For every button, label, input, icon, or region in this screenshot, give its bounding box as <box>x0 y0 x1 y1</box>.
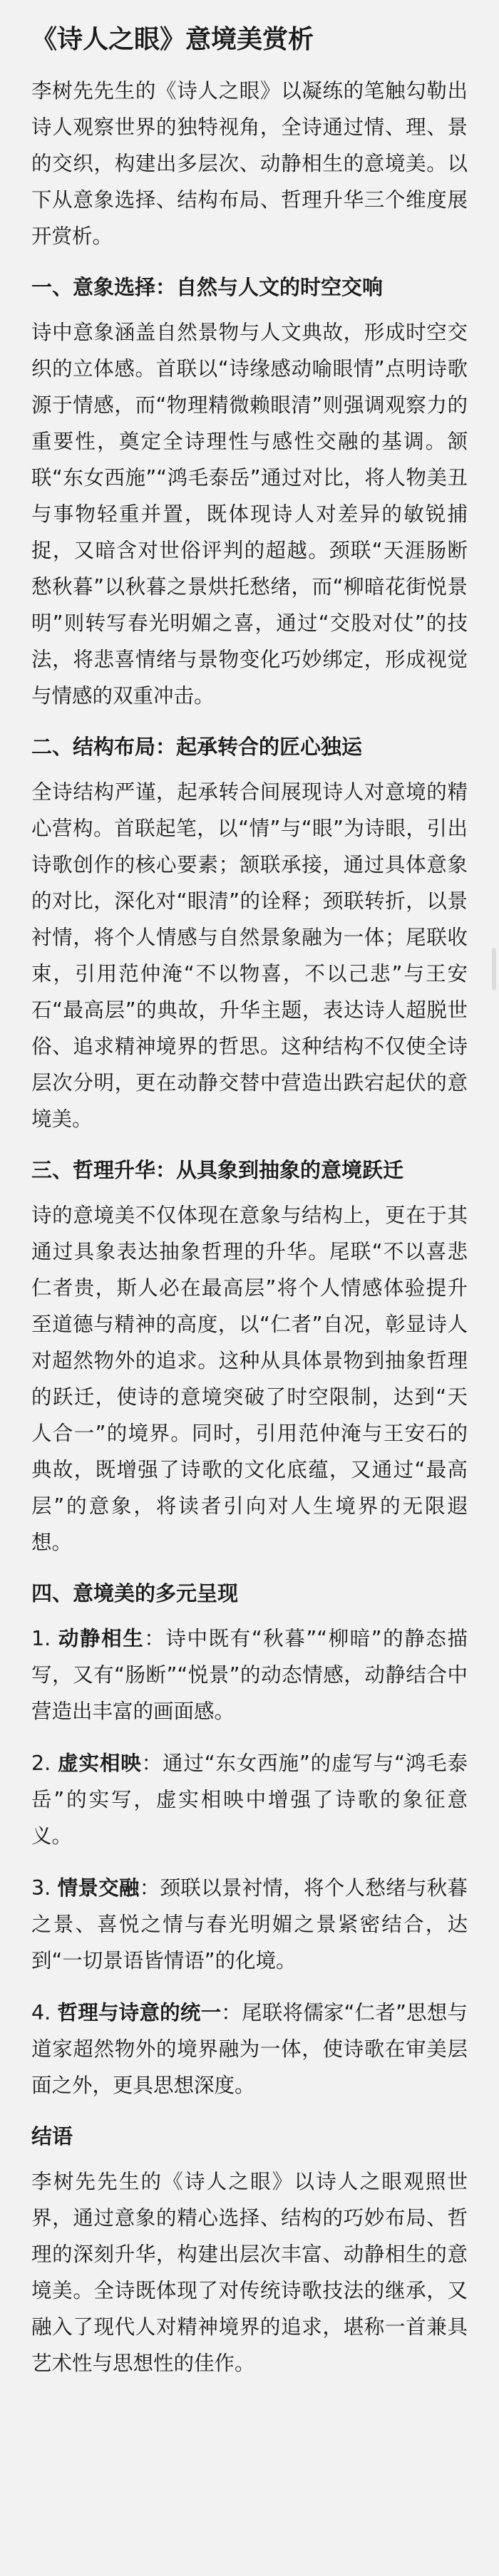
list-item-term: 情景交融 <box>57 1876 140 1900</box>
scrollbar-thumb[interactable] <box>492 948 496 990</box>
list-item <box>31 1870 468 1979</box>
section-heading-diverse: 四、意境美的多元呈现 <box>31 1581 239 1605</box>
conclusion-body: 李树先先生的《诗人之眼》以诗人之眼观照世界，通过意象的精心选择、结构的巧妙布局、哲理的深刻升华，构建出层次丰富、动静相生的意境美。全诗既体现了对传统诗歌技法的继承，又融入了现代人对精神境界的追求，堪称一首兼具艺术性与思想性的佳作。 <box>31 2170 468 2375</box>
list-item-text: ：诗中既有“秋暮”“柳暗”的静态描写，又有“肠断”“悦景”的动态情感，动静结合中营造出丰富的画面感。 <box>31 1627 468 1723</box>
article-title: 《诗人之眼》意境美赏析 <box>31 25 314 54</box>
section-heading-imagery: 一、意象选择：自然与人文的时空交响 <box>31 275 384 299</box>
section-body-philosophy: 诗的意境美不仅体现在意象与结构上，更在于其通过具象表达抽象哲理的升华。尾联“不以喜悲仁者贵，斯人必在最高层”将个人情感体验提升至道德与精神的高度，以“仁者”自况，彰显诗人对超然物外的追求。这种从具体景物到抽象哲理的跃迁，使诗的意境突破了时空限制，达到“天人合一”的境界。同时，引用范仲淹与王安石的典故，既增强了诗歌的文化底蕴，又通过“最高层”的意象，将读者引向对人生境界的无限遐想。 <box>31 1204 468 1554</box>
list-item-term: 哲理与诗意的统一 <box>57 2001 222 2024</box>
list-item-text: ：颈联以景衬情，将个人愁绪与秋暮之景、喜悦之情与春光明媚之景紧密结合，达到“一切景语皆情语”的化境。 <box>31 1876 468 1972</box>
section-body-imagery: 诗中意象涵盖自然景物与人文典故，形成时空交织的立体感。首联以“诗缘感动喻眼情”点明诗歌源于情感，而“物理精微赖眼清”则强调观察力的重要性，奠定全诗理性与感性交融的基调。颔联“东女西施”“鸿毛泰岳”通过对比，将人物美丑与事物轻重并置，既体现诗人对差异的敏锐捕捉，又暗含对世俗评判的超越。颈联“天涯肠断愁秋暮”以秋暮之景烘托愁绪，而“柳暗花街悦景明”则转写春光明媚之喜，通过“交股对仗”的技法，将悲喜情绪与景物变化巧妙绑定，形成视觉与情感的双重冲击。 <box>31 321 468 708</box>
list-item-text: ：尾联将儒家“仁者”思想与道家超然物外的境界融为一体，使诗歌在审美层面之外，更具思想深度。 <box>31 2001 468 2097</box>
scrollbar[interactable] <box>490 0 496 2576</box>
list-item-number: 2. <box>31 1752 51 1775</box>
list-item-number: 4. <box>31 2001 51 2024</box>
list-item-number: 3. <box>31 1876 51 1900</box>
list-item-term: 动静相生 <box>58 1627 145 1650</box>
list-item <box>31 1620 468 1729</box>
list-item-number: 1. <box>31 1627 51 1650</box>
section-heading-structure: 二、结构布局：起承转合的匠心独运 <box>31 735 363 759</box>
conclusion-heading: 结语 <box>31 2124 73 2148</box>
list-item-text: ：通过“东女西施”的虚写与“鸿毛泰岳”的实写，虚实相映中增强了诗歌的象征意义。 <box>31 1752 468 1848</box>
section-heading-philosophy: 三、哲理升华：从具象到抽象的意境跃迁 <box>31 1158 404 1182</box>
intro-paragraph: 李树先先生的《诗人之眼》以凝练的笔触勾勒出诗人观察世界的独特视角，全诗通过情、理、景的交织，构建出多层次、动静相生的意境美。以下从意象选择、结构布局、哲理升华三个维度展开赏析。 <box>31 79 468 248</box>
list-item <box>31 1745 468 1854</box>
list-item-term: 虚实相映 <box>58 1752 142 1775</box>
list-item <box>31 1995 468 2104</box>
section-body-structure: 全诗结构严谨，起承转合间展现诗人对意境的精心营构。首联起笔，以“情”与“眼”为诗眼，引出诗歌创作的核心要素；颔联承接，通过具体意象的对比，深化对“眼清”的诠释；颈联转折，以景衬情，将个人情感与自然景象融为一体；尾联收束，引用范仲淹“不以物喜，不以己悲”与王安石“最高层”的典故，升华主题，表达诗人超脱世俗、追求精神境界的哲思。这种结构不仅使全诗层次分明，更在动静交替中营造出跌宕起伏的意境美。 <box>31 780 468 1131</box>
